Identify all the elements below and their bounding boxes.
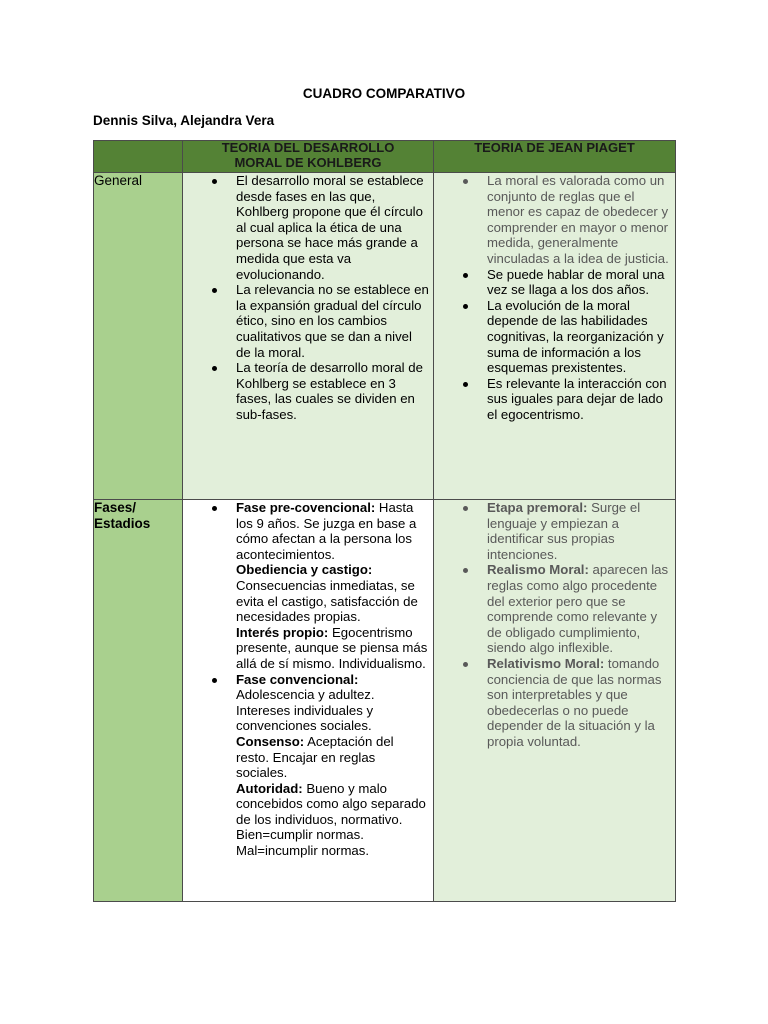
bullet-icon [463, 662, 468, 667]
table-row-fases [94, 500, 676, 902]
list-item-text: La teoría de desarrollo moral de Kohlberg se establece en 3 fases, las cuales se dividen en sub-fases. [236, 360, 423, 422]
list-item [434, 656, 675, 750]
stage-text: Surge el lenguaje y empiezan a identificar sus propias intenciones. [487, 500, 641, 562]
subphase-title: Consenso: [236, 733, 305, 749]
subphase [236, 562, 429, 624]
list-item [183, 282, 433, 360]
list-item [434, 376, 675, 423]
list-item [434, 500, 675, 562]
header-piaget: TEORIA DE JEAN PIAGET [434, 141, 676, 173]
list-item-text: La moral es valorada como un conjunto de reglas que el menor es capaz de obedecer y comprender en mayor o menor medida, generalmente vinculadas a la idea de justicia. [487, 173, 669, 266]
list-item [434, 562, 675, 656]
list-item [434, 173, 675, 267]
stage-title: Realismo Moral: [487, 562, 589, 578]
document-authors: Dennis Silva, Alejandra Vera [93, 113, 275, 128]
bullet-icon [463, 304, 468, 309]
stage-title: Relativismo Moral: [487, 655, 605, 671]
general-piaget-cell [434, 173, 676, 500]
bullet-icon [212, 506, 217, 511]
list-item-text: La evolución de la moral depende de las habilidades cognitivas, la reorganización y suma de información a los esquemas prexistentes. [487, 297, 664, 376]
header-kohlberg-line1: TEORIA DEL DESARROLLO [221, 140, 395, 155]
subphase-title: Autoridad: [236, 780, 303, 796]
subphase-title: Obediencia y castigo: [236, 562, 373, 578]
list-item-text: Se puede hablar de moral una vez se llaga a los dos años. [487, 266, 665, 298]
bullet-icon [463, 506, 468, 511]
bullet-icon [212, 288, 217, 293]
list-item [183, 500, 433, 672]
list-item [434, 267, 675, 298]
document-title: CUADRO COMPARATIVO [302, 86, 466, 101]
row-label-fases-line2: Estadios [94, 516, 151, 531]
row-label-general: General [94, 173, 183, 500]
list-item [434, 298, 675, 376]
bullet-icon [463, 179, 468, 184]
table-header-row [94, 141, 676, 173]
bullet-icon [212, 179, 217, 184]
list-item [183, 360, 433, 422]
header-kohlberg [183, 141, 434, 173]
list-item [183, 672, 433, 859]
bullet-icon [463, 382, 468, 387]
list-item-text: La relevancia no se establece en la expansión gradual del círculo ético, sino en los cambios cualitativos que se dan a nivel de la moral. [236, 282, 429, 360]
list-item [183, 173, 433, 282]
fases-piaget-list [434, 500, 675, 750]
list-item-text: Es relevante la interacción con sus iguales para dejar de lado el egocentrismo. [487, 375, 667, 422]
subphase-text: Consecuencias inmediatas, se evita el castigo, satisfacción de necesidades propias. [236, 577, 418, 625]
phase-text: Hasta los 9 años. Se juzga en base a cómo afectan a la persona los acontecimientos. [236, 500, 417, 562]
header-kohlberg-line2: MORAL DE KOHLBERG [234, 154, 382, 170]
phase-title: Fase convencional: [236, 671, 359, 687]
phase-text: Adolescencia y adultez. Intereses individuales y convenciones sociales. [236, 687, 375, 734]
subphase-text: Bueno y malo concebidos como algo separado de los individuos, normativo. Bien=cumplir normas. Mal=incumplir normas. [236, 780, 426, 859]
subphase-text: Egocentrismo presente, aunque se piensa más allá de sí mismo. Individualismo. [236, 624, 428, 671]
bullet-icon [463, 568, 468, 573]
subphase-title: Interés propio: [236, 624, 329, 640]
subphase [236, 781, 429, 859]
phase-title: Fase pre-covencional: [236, 500, 376, 515]
row-label-fases-line1: Fases/ [94, 500, 137, 515]
general-kohlberg-list [183, 173, 433, 423]
table-row-general [94, 173, 676, 500]
subphase [236, 625, 429, 672]
header-empty-cell [94, 141, 183, 173]
bullet-icon [212, 678, 217, 683]
general-piaget-list [434, 173, 675, 423]
fases-kohlberg-list [183, 500, 433, 859]
fases-piaget-cell [434, 500, 676, 902]
subphase-text: Aceptación del resto. Encajar en reglas sociales. [236, 733, 394, 781]
bullet-icon [463, 273, 468, 278]
stage-text: tomando conciencia de que las normas son interpretables y que obedecerlas o no puede depender de la situación y la propia voluntad. [487, 655, 662, 749]
comparison-table [93, 140, 676, 902]
bullet-icon [212, 366, 217, 371]
stage-title: Etapa premoral: [487, 500, 588, 515]
row-label-fases [94, 500, 183, 902]
fases-kohlberg-cell [183, 500, 434, 902]
stage-text: aparecen las reglas como algo procedente del exterior pero que se comprende como relevante y de obligado cumplimiento, siendo algo inflexible. [487, 562, 669, 656]
general-kohlberg-cell [183, 173, 434, 500]
list-item-text: El desarrollo moral se establece desde fases en las que, Kohlberg propone que él círculo al cual aplica la ética de una persona se hace más grande a medida que esta va evolucionando. [236, 173, 424, 282]
subphase [236, 734, 429, 781]
